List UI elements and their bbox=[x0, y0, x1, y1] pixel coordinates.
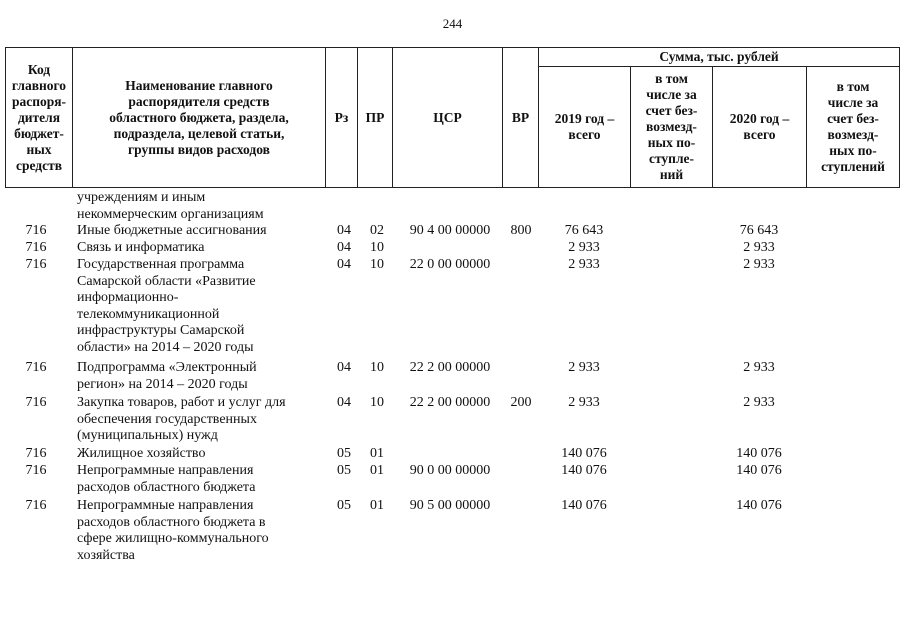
cell-2020-total: 140 076 bbox=[736, 498, 782, 513]
cell-rz: 04 bbox=[337, 360, 351, 375]
cell-pr: 01 bbox=[370, 463, 384, 478]
cell-rz: 05 bbox=[337, 498, 351, 513]
cell-rz: 04 bbox=[337, 257, 351, 272]
cell-name: учреждениям и иным некоммерческим организациям bbox=[77, 190, 264, 222]
cell-pr: 10 bbox=[370, 395, 384, 410]
cell-2020-total: 2 933 bbox=[743, 395, 775, 410]
cell-csr: 22 2 00 00000 bbox=[409, 395, 491, 410]
cell-2019-total: 2 933 bbox=[568, 240, 600, 255]
cell-2019-total: 140 076 bbox=[561, 463, 607, 478]
cell-2020-total: 76 643 bbox=[739, 223, 779, 238]
cell-code: 716 bbox=[25, 223, 47, 238]
cell-code: 716 bbox=[25, 446, 47, 461]
cell-2019-total: 76 643 bbox=[564, 223, 604, 238]
cell-code: 716 bbox=[25, 360, 47, 375]
cell-name: Связь и информатика bbox=[77, 240, 205, 255]
cell-rz: 05 bbox=[337, 463, 351, 478]
cell-pr: 10 bbox=[370, 360, 384, 375]
cell-2020-total: 2 933 bbox=[743, 360, 775, 375]
header-csr: ЦСР bbox=[392, 47, 503, 188]
cell-code: 716 bbox=[25, 463, 47, 478]
cell-csr: 90 5 00 00000 bbox=[409, 498, 491, 513]
cell-rz: 04 bbox=[337, 395, 351, 410]
header-name: Наименование главного распорядителя средств областного бюджета, раздела, подраздела, целевой статьи, группы видов расходов bbox=[72, 47, 326, 188]
cell-code: 716 bbox=[25, 498, 47, 513]
cell-name: Закупка товаров, работ и услуг для обеспечения государственных (муниципальных) нужд bbox=[77, 395, 286, 443]
cell-code: 716 bbox=[25, 257, 47, 272]
cell-rz: 04 bbox=[337, 223, 351, 238]
header-code: Код главного распоря- дителя бюджет- ных средств bbox=[5, 47, 73, 188]
cell-pr: 10 bbox=[370, 240, 384, 255]
cell-csr: 22 0 00 00000 bbox=[409, 257, 491, 272]
cell-vr: 800 bbox=[510, 223, 532, 238]
cell-2020-total: 2 933 bbox=[743, 257, 775, 272]
header-2020-total: 2020 год – всего bbox=[712, 66, 807, 188]
cell-2019-total: 140 076 bbox=[561, 446, 607, 461]
cell-2019-total: 140 076 bbox=[561, 498, 607, 513]
header-2019-total: 2019 год – всего bbox=[538, 66, 631, 188]
cell-csr: 22 2 00 00000 bbox=[409, 360, 491, 375]
cell-name: Подпрограмма «Электронный регион» на 2014 – 2020 годы bbox=[77, 360, 257, 392]
header-2019-free: в том числе за счет без- возмезд- ных по- ступле- ний bbox=[630, 66, 713, 188]
cell-name: Непрограммные направления расходов областного бюджета в сфере жилищно-коммунального хозяйства bbox=[77, 498, 269, 563]
cell-2019-total: 2 933 bbox=[568, 360, 600, 375]
cell-vr: 200 bbox=[510, 395, 532, 410]
cell-pr: 01 bbox=[370, 498, 384, 513]
cell-name: Иные бюджетные ассигнования bbox=[77, 223, 267, 238]
cell-2019-total: 2 933 bbox=[568, 257, 600, 272]
cell-2020-total: 2 933 bbox=[743, 240, 775, 255]
cell-pr: 02 bbox=[370, 223, 384, 238]
cell-csr: 90 4 00 00000 bbox=[409, 223, 491, 238]
page-number: 244 bbox=[442, 16, 463, 31]
cell-code: 716 bbox=[25, 240, 47, 255]
cell-rz: 05 bbox=[337, 446, 351, 461]
header-2020-free: в том числе за счет без- возмезд- ных по- ступлений bbox=[806, 66, 900, 188]
header-vr: ВР bbox=[502, 47, 539, 188]
header-rz: Рз bbox=[325, 47, 358, 188]
cell-code: 716 bbox=[25, 395, 47, 410]
cell-2019-total: 2 933 bbox=[568, 395, 600, 410]
cell-name: Непрограммные направления расходов областного бюджета bbox=[77, 463, 256, 495]
cell-csr: 90 0 00 00000 bbox=[409, 463, 491, 478]
cell-2020-total: 140 076 bbox=[736, 463, 782, 478]
header-sum: Сумма, тыс. рублей bbox=[538, 47, 900, 67]
header-pr: ПР bbox=[357, 47, 393, 188]
cell-name: Государственная программа Самарской области «Развитие информационно- телекоммуникационной инфраструктуры Самарской области» на 2014 – 2020 годы bbox=[77, 257, 256, 355]
cell-pr: 01 bbox=[370, 446, 384, 461]
cell-pr: 10 bbox=[370, 257, 384, 272]
cell-name: Жилищное хозяйство bbox=[77, 446, 206, 461]
cell-rz: 04 bbox=[337, 240, 351, 255]
cell-2020-total: 140 076 bbox=[736, 446, 782, 461]
